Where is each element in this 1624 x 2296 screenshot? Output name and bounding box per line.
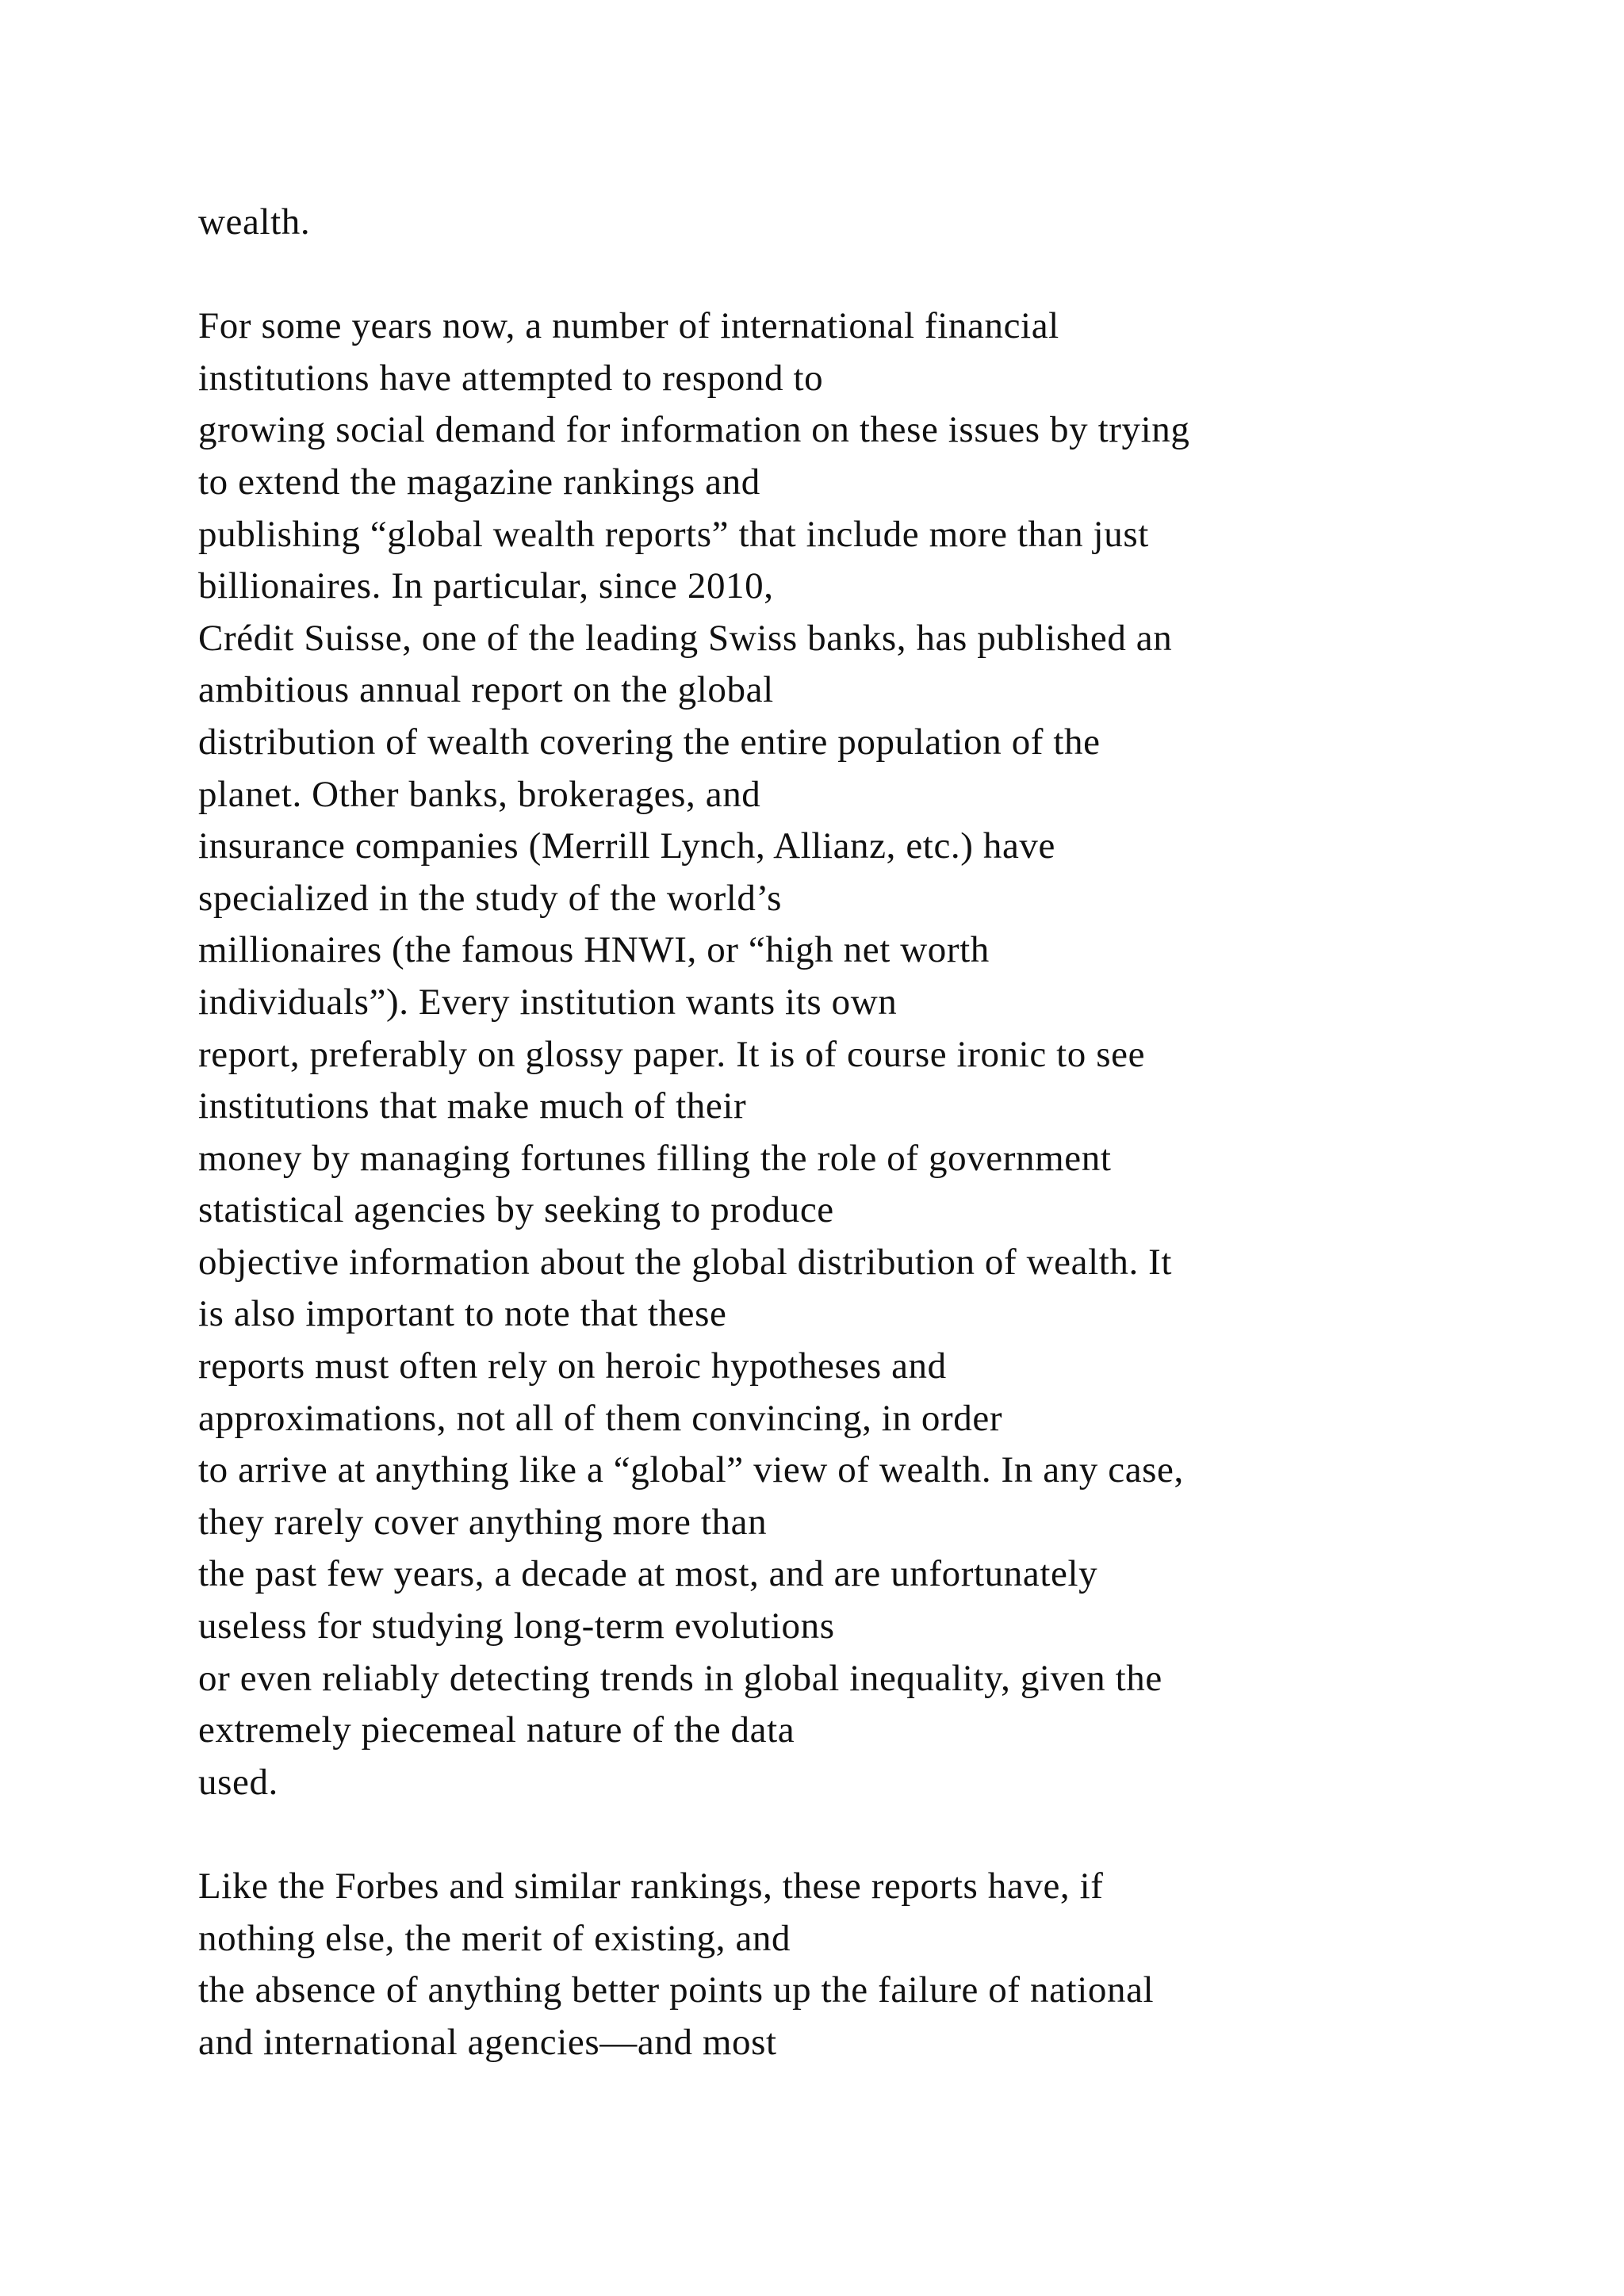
text-line: objective information about the global distribution of wealth. It bbox=[198, 1241, 1173, 1283]
body-text bbox=[198, 197, 1546, 2068]
text-line: is also important to note that these bbox=[198, 1293, 727, 1335]
paragraph-3 bbox=[198, 1861, 1546, 2068]
text-line: Crédit Suisse, one of the leading Swiss banks, has published an bbox=[198, 617, 1173, 659]
paragraph-gap bbox=[198, 1808, 1546, 1861]
text-line: ambitious annual report on the global bbox=[198, 669, 774, 711]
text-line: and international agencies—and most bbox=[198, 2021, 777, 2063]
text-line: reports must often rely on heroic hypotheses and bbox=[198, 1345, 947, 1387]
text-line: Like the Forbes and similar rankings, these reports have, if bbox=[198, 1866, 1104, 1907]
text-line: the past few years, a decade at most, and are unfortunately bbox=[198, 1553, 1098, 1595]
text-line: nothing else, the merit of existing, and bbox=[198, 1917, 791, 1959]
paragraph-gap bbox=[198, 249, 1546, 301]
text-line: institutions have attempted to respond to bbox=[198, 357, 824, 399]
text-line: useless for studying long-term evolutions bbox=[198, 1605, 835, 1647]
text-line: report, preferably on glossy paper. It is of course ironic to see bbox=[198, 1033, 1146, 1075]
text-line: distribution of wealth covering the entire population of the bbox=[198, 721, 1101, 763]
text-line: institutions that make much of their bbox=[198, 1085, 747, 1127]
text-line: to arrive at anything like a “global” view of wealth. In any case, bbox=[198, 1449, 1184, 1491]
text-line: growing social demand for information on these issues by trying bbox=[198, 409, 1190, 451]
text-line: approximations, not all of them convincing, in order bbox=[198, 1397, 1003, 1439]
text-line: to extend the magazine rankings and bbox=[198, 461, 760, 503]
text-line: For some years now, a number of international financial bbox=[198, 305, 1059, 347]
text-line: wealth. bbox=[198, 201, 311, 243]
text-line: money by managing fortunes filling the role of government bbox=[198, 1137, 1112, 1179]
text-line: insurance companies (Merrill Lynch, Allianz, etc.) have bbox=[198, 825, 1055, 867]
text-line: planet. Other banks, brokerages, and bbox=[198, 773, 761, 815]
text-line: publishing “global wealth reports” that include more than just bbox=[198, 513, 1149, 555]
paragraph-2 bbox=[198, 300, 1546, 1808]
text-line: or even reliably detecting trends in global inequality, given the bbox=[198, 1657, 1162, 1699]
text-line: extremely piecemeal nature of the data bbox=[198, 1709, 795, 1751]
paragraph-1 bbox=[198, 197, 1546, 249]
text-line: individuals”). Every institution wants its own bbox=[198, 981, 898, 1023]
text-line: statistical agencies by seeking to produce bbox=[198, 1189, 834, 1231]
text-line: used. bbox=[198, 1761, 278, 1803]
text-line: specialized in the study of the world’s bbox=[198, 877, 783, 919]
text-line: they rarely cover anything more than bbox=[198, 1501, 768, 1543]
text-line: the absence of anything better points up the failure of national bbox=[198, 1969, 1155, 2011]
text-line: millionaires (the famous HNWI, or “high net worth bbox=[198, 929, 990, 971]
text-line: billionaires. In particular, since 2010, bbox=[198, 565, 774, 607]
